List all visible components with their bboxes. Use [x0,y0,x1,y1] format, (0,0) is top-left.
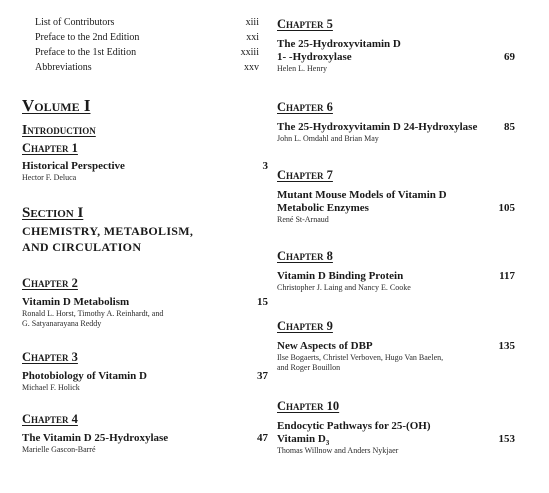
chapter-page: 3 [262,160,268,172]
chapter-entry[interactable] [277,420,515,456]
chapter-title: The 25-Hydroxyvitamin D [277,38,401,50]
chapter-title: Photobiology of Vitamin D [22,370,147,382]
chapter-authors: René St-Arnaud [277,215,329,224]
section-subtitle: CHEMISTRY, METABOLISM, [22,224,194,238]
chapter-authors: Ronald L. Horst, Timothy A. Reinhardt, and [22,309,164,318]
chapter-authors: Hector F. Deluca [22,173,77,182]
chapter-title: 1- -Hydroxylase [277,51,352,63]
front-matter-page: xxv [244,62,259,73]
chapter-authors: G. Satyanarayana Reddy [22,318,102,328]
chapter-title: Vitamin D Metabolism [22,296,130,308]
chapter-entry[interactable] [277,340,515,372]
chapter-authors: Marielle Gascon-Barré [22,445,96,454]
front-matter-label: List of Contributors [35,17,115,28]
chapter-page: 105 [498,202,515,214]
chapter-authors: John L. Omdahl and Brian May [277,134,379,143]
chapter-title: Vitamin D Binding Protein [277,270,404,282]
chapter-title-line2 [277,433,515,446]
chapter-authors: Christopher J. Laing and Nancy E. Cooke [277,283,411,292]
chapter-entry[interactable] [22,432,268,455]
chapter-heading: Chapter 2 [22,276,78,290]
chapter-heading: Chapter 5 [277,17,333,31]
chapter-heading: Chapter 4 [22,412,78,426]
front-matter-label: Abbreviations [35,62,92,73]
volume-heading: Volume I [22,96,91,115]
front-matter-label: Preface to the 1st Edition [35,47,137,58]
chapter-title-subscript: 3 [325,439,330,448]
chapter-heading: Chapter 7 [277,168,333,182]
chapter-page: 153 [498,433,515,445]
chapter-entry[interactable] [277,121,515,144]
chapter-entry[interactable] [277,189,515,225]
chapter-authors: Michael F. Holick [22,383,80,392]
front-matter-label: Preface to the 2nd Edition [35,32,140,43]
chapter-title: Endocytic Pathways for 25-(OH) [277,420,431,432]
chapter-entry[interactable] [277,38,515,74]
chapter-authors: Ilse Bogaerts, Christel Verboven, Hugo Van Baelen, [277,353,444,362]
chapter-page: 37 [257,370,268,382]
chapter-page: 47 [257,432,268,444]
chapter-heading: Chapter 10 [277,399,340,413]
chapter-title: New Aspects of DBP [277,340,373,352]
chapter-page: 135 [498,340,515,352]
chapter-page: 15 [257,296,268,308]
chapter-heading: Chapter 6 [277,100,333,114]
chapter-page: 117 [499,270,515,282]
chapter-page: 69 [504,51,515,63]
chapter-title: Historical Perspective [22,160,125,172]
section-subtitle: AND CIRCULATION [22,240,142,254]
front-matter-page: xiii [245,17,259,28]
chapter-heading: Chapter 1 [22,141,78,155]
section-heading: Section I [22,205,84,221]
front-matter-page: xxiii [240,47,259,58]
chapter-entry[interactable] [22,370,268,393]
chapter-entry[interactable] [22,296,268,328]
chapter-title: Mutant Mouse Models of Vitamin D [277,189,447,201]
chapter-authors: Helen L. Henry [277,64,327,73]
chapter-entry[interactable] [277,270,515,293]
chapter-page: 85 [504,121,515,133]
chapter-heading: Chapter 8 [277,249,333,263]
chapter-title: The Vitamin D 25-Hydroxylase [22,432,169,444]
chapter-heading: Chapter 9 [277,319,333,333]
chapter-authors: and Roger Bouillon [277,362,341,372]
introduction-heading: Introduction [22,122,96,137]
chapter-heading: Chapter 3 [22,350,78,364]
chapter-title: Metabolic Enzymes [277,202,369,214]
chapter-title-text: Vitamin D [277,433,326,445]
front-matter-page: xxi [246,32,259,43]
chapter-authors: Thomas Willnow and Anders Nykjaer [277,446,399,455]
chapter-title: The 25-Hydroxyvitamin D 24-Hydroxylase [277,121,478,133]
chapter-entry[interactable] [22,160,268,183]
